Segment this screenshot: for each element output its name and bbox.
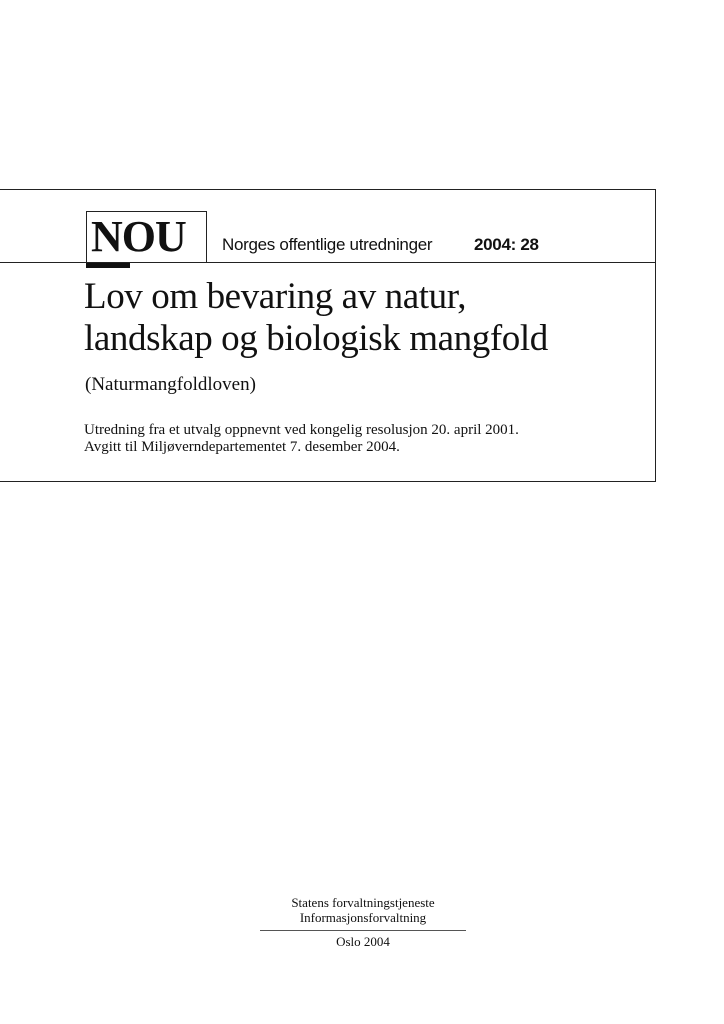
publisher-name: Statens forvaltningstjeneste bbox=[291, 895, 435, 910]
subtitle: (Naturmangfoldloven) bbox=[85, 374, 256, 395]
series-number: 2004: 28 bbox=[474, 235, 539, 254]
description-line-1: Utredning fra et utvalg oppnevnt ved kongelig resolusjon 20. april 2001. bbox=[84, 422, 519, 438]
description-line-2: Avgitt til Miljøverndepartementet 7. desember 2004. bbox=[84, 439, 400, 455]
publisher-block bbox=[260, 895, 466, 949]
series-name: Norges offentlige utredninger bbox=[222, 235, 433, 254]
publisher-department: Informasjonsforvaltning bbox=[299, 910, 427, 925]
description bbox=[84, 422, 519, 456]
nou-logo bbox=[86, 211, 207, 262]
title-line-2: landskap og biologisk mangfold bbox=[84, 318, 548, 359]
page-title bbox=[84, 276, 644, 360]
publisher-place-year: Oslo 2004 bbox=[336, 934, 390, 949]
title-line-1: Lov om bevaring av natur, bbox=[84, 276, 467, 317]
nou-logo-text: NOU bbox=[91, 212, 186, 261]
header-divider bbox=[0, 262, 655, 263]
publisher-divider bbox=[260, 930, 466, 931]
title-block bbox=[0, 189, 656, 482]
